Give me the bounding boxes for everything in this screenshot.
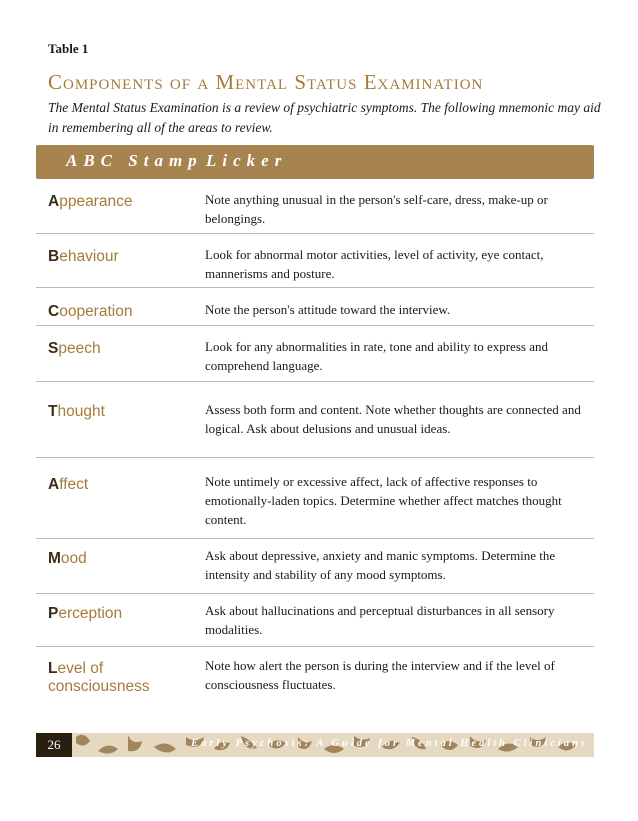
term-rest: ppearance: [59, 193, 133, 210]
term: [48, 660, 198, 696]
term-description: Ask about depressive, anxiety and manic symptoms. Determine the intensity and stability of any mood symptoms.: [205, 548, 556, 582]
term: [48, 193, 132, 211]
term: [48, 476, 88, 494]
term: [48, 303, 132, 321]
term-description: Ask about hallucinations and perceptual disturbances in all sensory modalities.: [205, 603, 555, 637]
term: [48, 340, 101, 358]
term-rest: ffect: [59, 476, 89, 493]
table-label: Table 1: [48, 41, 89, 56]
term-rest: ehaviour: [59, 248, 119, 265]
term-initial: A: [48, 476, 60, 493]
table-row: [36, 181, 594, 234]
term-initial: S: [48, 340, 59, 357]
banner-mnemonic-left: ABC Stamp: [66, 151, 203, 170]
term-initial: L: [48, 660, 58, 677]
mnemonic-banner: [36, 145, 594, 179]
table-title: Components of a Mental Status Examination: [48, 70, 484, 94]
table-row: [36, 539, 594, 594]
term-description: Note untimely or excessive affect, lack of affective responses to emotionally-laden topics. Determine whether affect matches thought content.: [205, 474, 562, 527]
term-rest: erception: [58, 605, 123, 622]
page-footer: [36, 733, 594, 757]
term: [48, 403, 105, 421]
term-rest: hought: [57, 403, 105, 420]
term-rest: evel of consciousness: [48, 660, 150, 695]
table-row: [36, 288, 594, 326]
table-row: [36, 326, 594, 382]
page-number: 26: [36, 733, 72, 757]
term-initial: C: [48, 303, 60, 320]
term-rest: ooperation: [59, 303, 133, 320]
term-rest: peech: [58, 340, 101, 357]
term-initial: A: [48, 193, 60, 210]
term-description: Look for abnormal motor activities, level of activity, eye contact, mannerisms and posture.: [205, 247, 544, 281]
table-row: [36, 594, 594, 647]
term: [48, 605, 122, 623]
term-description: Note how alert the person is during the interview and if the level of consciousness fluctuates.: [205, 658, 555, 692]
term-initial: B: [48, 248, 60, 265]
term-initial: M: [48, 550, 61, 567]
term-initial: T: [48, 403, 58, 420]
term-initial: P: [48, 605, 59, 622]
term-description: Look for any abnormalities in rate, tone and ability to express and comprehend language.: [205, 339, 548, 373]
term: [48, 248, 119, 266]
term-description: Note anything unusual in the person's self-care, dress, make-up or belongings.: [205, 192, 548, 226]
table-row: [36, 458, 594, 539]
term: [48, 550, 87, 568]
term-rest: ood: [60, 550, 87, 567]
banner-mnemonic-right: Licker: [206, 151, 288, 170]
footer-title: Early Psychosis: A Guide for Mental Health Clinicians: [191, 738, 588, 749]
term-description: Note the person's attitude toward the interview.: [205, 302, 451, 317]
term-description: Assess both form and content. Note whether thoughts are connected and logical. Ask about delusions and unusual ideas.: [205, 402, 581, 436]
table-row: [36, 382, 594, 458]
intro-text: The Mental Status Examination is a review of psychiatric symptoms. The following mnemonic may aid in remembering all of the areas to review.: [48, 100, 601, 135]
table-row: [36, 647, 594, 707]
table-row: [36, 234, 594, 288]
